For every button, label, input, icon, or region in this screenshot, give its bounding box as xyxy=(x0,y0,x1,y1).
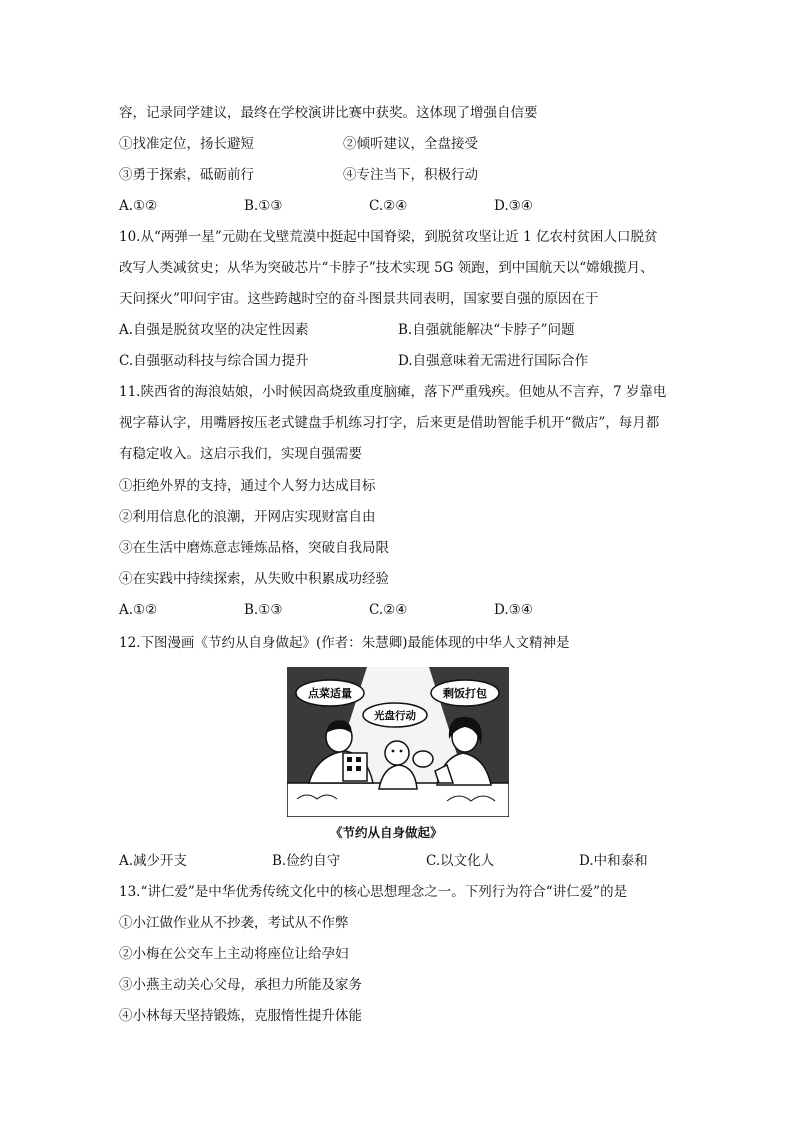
q11-statement-1: ①拒绝外界的支持，通过个人努力达成目标 xyxy=(119,478,376,494)
cartoon-image xyxy=(287,667,509,817)
cartoon-caption: 《节约从自身做起》 xyxy=(330,825,443,840)
q9-stem-continuation: 容，记录同学建议，最终在学校演讲比赛中获奖。这体现了增强自信要 xyxy=(119,105,538,121)
q13-statement-2: ②小梅在公交车上主动将座位让给孕妇 xyxy=(119,946,349,962)
q9-statement-1: ①找准定位，扬长避短 xyxy=(119,136,254,152)
q10-option-a: A.自强是脱贫攻坚的决定性因素 xyxy=(119,322,309,338)
q11-stem-line-1: 11.陕西省的海浪姑娘，小时候因高烧致重度脑瘫，落下严重残疾。但她从不言弃，7 岁靠电 xyxy=(119,384,667,400)
q9-option-a: A.①② xyxy=(119,198,158,214)
q10-option-c: C.自强驱动科技与综合国力提升 xyxy=(119,353,309,369)
bubble-right-text: 剩饭打包 xyxy=(443,687,487,700)
q11-option-d: D.③④ xyxy=(494,602,533,618)
q11-option-c: C.②④ xyxy=(369,602,408,618)
q13-statement-1: ①小江做作业从不抄袭，考试从不作弊 xyxy=(119,915,349,931)
q12-option-c: C.以文化人 xyxy=(426,853,495,869)
q12-option-a: A.减少开支 xyxy=(119,853,188,869)
q9-statement-2: ②倾听建议，全盘接受 xyxy=(343,136,478,152)
q10-stem-line-1: 10.从“两弹一星”元勋在戈壁荒漠中挺起中国脊梁，到脱贫攻坚让近 1 亿农村贫困人口脱贫 xyxy=(119,229,658,245)
q11-statement-3: ③在生活中磨炼意志锤炼品格，突破自我局限 xyxy=(119,540,389,556)
q10-stem-line-2: 改写人类减贫史；从华为突破芯片“卡脖子”技术实现 5G 领跑，到中国航天以“嫦娥揽月、 xyxy=(119,260,654,276)
bubble-left-text: 点菜适量 xyxy=(308,687,352,700)
q11-stem-line-3: 有稳定收入。这启示我们，实现自强需要 xyxy=(119,446,362,462)
q10-option-d: D.自强意味着无需进行国际合作 xyxy=(398,353,589,369)
q11-option-b: B.①③ xyxy=(244,602,283,618)
q10-stem-line-3: 天问探火”叩问宇宙。这些跨越时空的奋斗图景共同表明，国家要自强的原因在于 xyxy=(119,291,599,307)
q9-option-d: D.③④ xyxy=(494,198,533,214)
q13-statement-3: ③小燕主动关心父母，承担力所能及家务 xyxy=(119,977,362,993)
q9-option-b: B.①③ xyxy=(244,198,283,214)
q13-statement-4: ④小林每天坚持锻炼，克服惰性提升体能 xyxy=(119,1008,362,1024)
q10-option-b: B.自强就能解决“卡脖子”问题 xyxy=(398,322,575,338)
bubble-mid-text: 光盘行动 xyxy=(374,710,416,722)
q9-statement-4: ④专注当下，积极行动 xyxy=(343,167,478,183)
q11-statement-4: ④在实践中持续探索，从失败中积累成功经验 xyxy=(119,571,389,587)
q11-option-a: A.①② xyxy=(119,602,158,618)
q12-stem: 12.下图漫画《节约从自身做起》(作者：朱慧卿)最能体现的中华人文精神是 xyxy=(119,635,570,651)
q12-option-b: B.俭约自守 xyxy=(272,853,341,869)
q9-statement-3: ③勇于探索，砥砺前行 xyxy=(119,167,254,183)
q13-stem: 13.“讲仁爱”是中华优秀传统文化中的核心思想理念之一。下列行为符合“讲仁爱”的是 xyxy=(119,884,628,900)
q9-option-c: C.②④ xyxy=(369,198,408,214)
q12-option-d: D.中和泰和 xyxy=(579,853,648,869)
q11-stem-line-2: 视字幕认字，用嘴唇按压老式键盘手机练习打字，后来更是借助智能手机开“微店”，每月都 xyxy=(119,415,660,431)
q11-statement-2: ②利用信息化的浪潮，开网店实现财富自由 xyxy=(119,509,376,525)
